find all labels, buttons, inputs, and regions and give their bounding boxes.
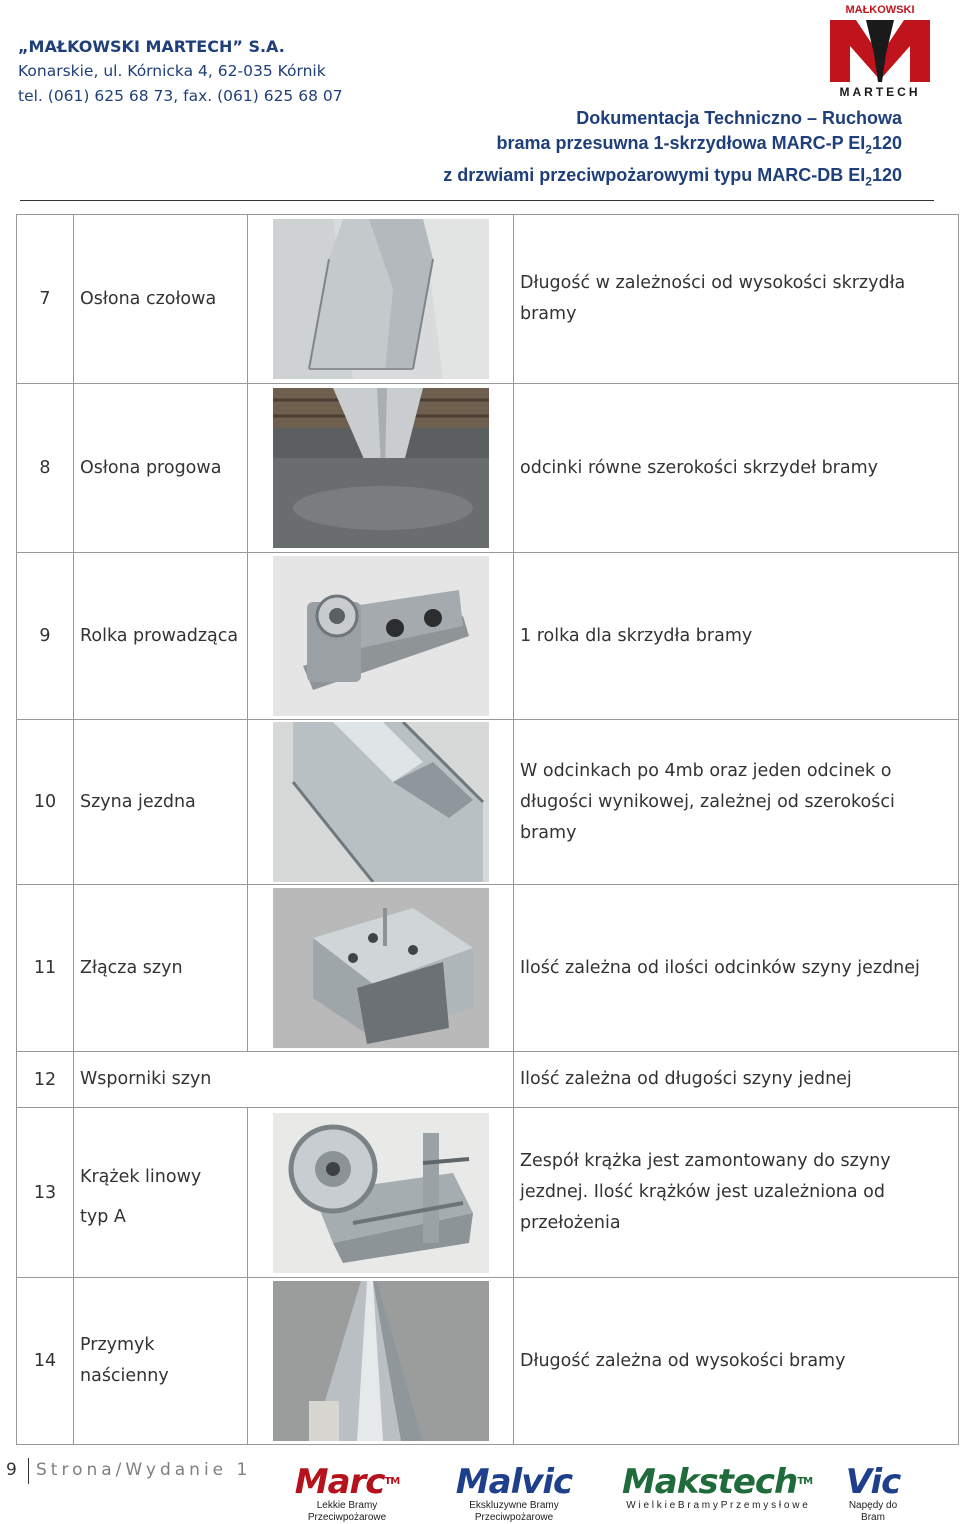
rail-connector-photo: [273, 888, 489, 1048]
part-photo-cell: [248, 384, 514, 553]
title-line-3: z drzwiami przeciwpożarowymi typu MARC-DB $EI_2120$: [443, 164, 902, 189]
table-row: [17, 553, 959, 720]
table-row: [17, 1052, 959, 1108]
row-number: 12: [17, 1052, 74, 1108]
part-name-line: Krążek linowy: [80, 1167, 202, 1187]
marc-logo: Marc™ Lekkie Bramy Przeciwpożarowe: [294, 1462, 400, 1523]
company-phone: tel. (061) 625 68 73, fax. (061) 625 68 07: [18, 87, 343, 105]
part-description: Ilość zależna od długości szyny jednej: [514, 1052, 959, 1108]
makstech-logo: Makstech™ W i e l k i e B r a m y P r z e m y s ł o w e: [621, 1462, 813, 1511]
svg-text:MAŁKOWSKI: MAŁKOWSKI: [845, 4, 915, 16]
part-name: Osłona czołowa: [74, 215, 248, 384]
page-label: Strona/Wydanie 1: [36, 1460, 252, 1480]
part-description: W odcinkach po 4mb oraz jeden odcinek o długości wynikowej, zależnej od szerokości bramy: [514, 720, 959, 885]
parts-table: [16, 214, 959, 1445]
table-row: [17, 1278, 959, 1445]
table-row: [17, 215, 959, 384]
part-name: Osłona progowa: [74, 384, 248, 553]
part-name: Rolka prowadząca: [74, 553, 248, 720]
company-name: „MAŁKOWSKI MARTECH” S.A.: [18, 37, 285, 56]
row-number: 14: [17, 1278, 74, 1445]
svg-text:MARTECH: MARTECH: [839, 85, 921, 98]
table-row: [17, 720, 959, 885]
company-address: Konarskie, ul. Kórnicka 4, 62-035 Kórnik: [18, 62, 326, 80]
part-photo-cell: [248, 720, 514, 885]
part-description: Długość zależna od wysokości bramy: [514, 1278, 959, 1445]
part-description: Zespół krążka jest zamontowany do szyny jezdnej. Ilość krążków jest uzależniona od przełożenia: [514, 1108, 959, 1278]
running-rail-photo: [273, 722, 489, 882]
part-photo-cell: [248, 1278, 514, 1445]
row-number: 9: [17, 553, 74, 720]
title-line-2: brama przesuwna 1-skrzydłowa MARC-P $EI_2120$: [496, 133, 902, 157]
part-photo-cell: [248, 885, 514, 1052]
guide-roller-photo: [273, 556, 489, 716]
malkowski-martech-logo: [826, 2, 934, 98]
table-row: [17, 1108, 959, 1278]
rope-pulley-photo: [273, 1113, 489, 1273]
part-name: Przymyk naścienny: [74, 1278, 248, 1445]
part-name: Szyna jezdna: [74, 720, 248, 885]
row-number: 11: [17, 885, 74, 1052]
threshold-cover-photo: [273, 388, 489, 548]
wall-stop-photo: [273, 1281, 489, 1441]
part-name-line: typ A: [80, 1207, 126, 1227]
part-photo-cell: [248, 1108, 514, 1278]
part-description: 1 rolka dla skrzydła bramy: [514, 553, 959, 720]
row-number: 8: [17, 384, 74, 553]
part-description: Długość w zależności od wysokości skrzydła bramy: [514, 215, 959, 384]
part-description: odcinki równe szerokości skrzydeł bramy: [514, 384, 959, 553]
malvic-logo: Malvic Ekskluzywne Bramy Przeciwpożarowe: [455, 1462, 573, 1523]
part-description: Ilość zależna od ilości odcinków szyny jezdnej: [514, 885, 959, 1052]
table-row: [17, 384, 959, 553]
vic-logo: Vic Napędy do Bram: [845, 1462, 901, 1523]
part-photo-cell: [248, 553, 514, 720]
row-number: 10: [17, 720, 74, 885]
header-divider: [20, 200, 934, 201]
row-number: 7: [17, 215, 74, 384]
part-photo-cell: [248, 215, 514, 384]
part-name: Wsporniki szyn: [74, 1052, 514, 1108]
row-number: 13: [17, 1108, 74, 1278]
document-title: [443, 106, 902, 194]
part-name: [74, 1108, 248, 1278]
table-row: [17, 885, 959, 1052]
company-info: [18, 34, 343, 109]
footer-separator: [28, 1458, 29, 1484]
front-cover-photo: [273, 219, 489, 379]
title-line-1: Dokumentacja Techniczno – Ruchowa: [576, 108, 902, 128]
page-number: 9: [6, 1460, 17, 1480]
part-name: Złącza szyn: [74, 885, 248, 1052]
